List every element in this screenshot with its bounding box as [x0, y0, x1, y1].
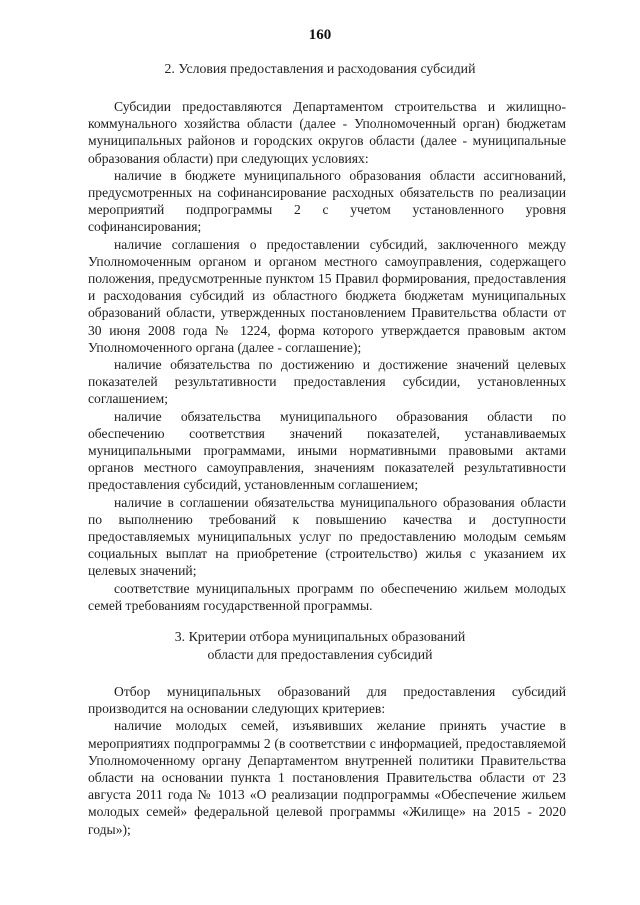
paragraph: наличие обязательства по достижению и достижение значений целевых показателей результативности предоставления субсидии, установленных соглашением;: [88, 357, 566, 407]
paragraph: наличие в бюджете муниципального образования области ассигнований, предусмотренных на софинансирование расходных обязательств по реализации мероприятий подпрограммы 2 с учетом установленного уровня софинансирования;: [88, 167, 566, 235]
section-2-body: [88, 98, 566, 614]
section-2-heading: 2. Условия предоставления и расходования субсидий: [164, 61, 476, 76]
page-number: 160: [308, 27, 332, 43]
paragraph: наличие в соглашении обязательства муниципального образования области по выполнению требований к повышению качества и доступности предоставляемых муниципальных услуг по предоставлению молодым семьям социальных выплат на приобретение (строительство) жилья с указанием их целевых значений;: [88, 494, 566, 579]
paragraph: Субсидии предоставляются Департаментом строительства и жилищно-коммунального хозяйства области (далее - Уполномоченный орган) бюджетам муниципальных районов и городских округов области (далее - муниципальные образования области) при следующих условиях:: [88, 99, 566, 166]
paragraph: соответствие муниципальных программ по обеспечению жильем молодых семей требованиям государственной программы.: [88, 580, 566, 613]
section-3-heading-line-2: области для предоставления субсидий: [207, 647, 433, 662]
section-3-heading-line-1: 3. Критерии отбора муниципальных образований: [174, 629, 466, 644]
paragraph: Отбор муниципальных образований для предоставления субсидий производится на основании следующих критериев:: [88, 684, 566, 717]
paragraph: наличие соглашения о предоставлении субсидий, заключенного между Уполномоченным органом и органом местного самоуправления, содержащего положения, предусмотренные пунктом 15 Правил формирования, предоставления и расходования субсидий из областного бюджета бюджетам муниципальных образований области, утвержденных постановлением Правительства области от 30 июня 2008 года № 1224, форма которого утверждается правовым актом Уполномоченного органа (далее - соглашение);: [88, 236, 566, 355]
paragraph: наличие молодых семей, изъявивших желание принять участие в мероприятиях подпрограммы 2 (в соответствии с информацией, предоставляемой Уполномоченному органу Департаментом внутренней политики Правительства области на основании пункта 1 постановления Правительства области от 23 августа 2011 года № 1013 «О реализации подпрограммы «Обеспечение жильем молодых семей» федеральной целевой программы «Жилище» на 2015 - 2020 годы»);: [88, 718, 566, 837]
section-3-body: [88, 683, 566, 838]
paragraph: наличие обязательства муниципального образования области по обеспечению соответствия значений показателей, устанавливаемых муниципальными программами, иными нормативными правовыми актами органов местного самоуправления, значениям показателей результативности предоставления субсидий, установленным соглашением;: [88, 408, 566, 493]
